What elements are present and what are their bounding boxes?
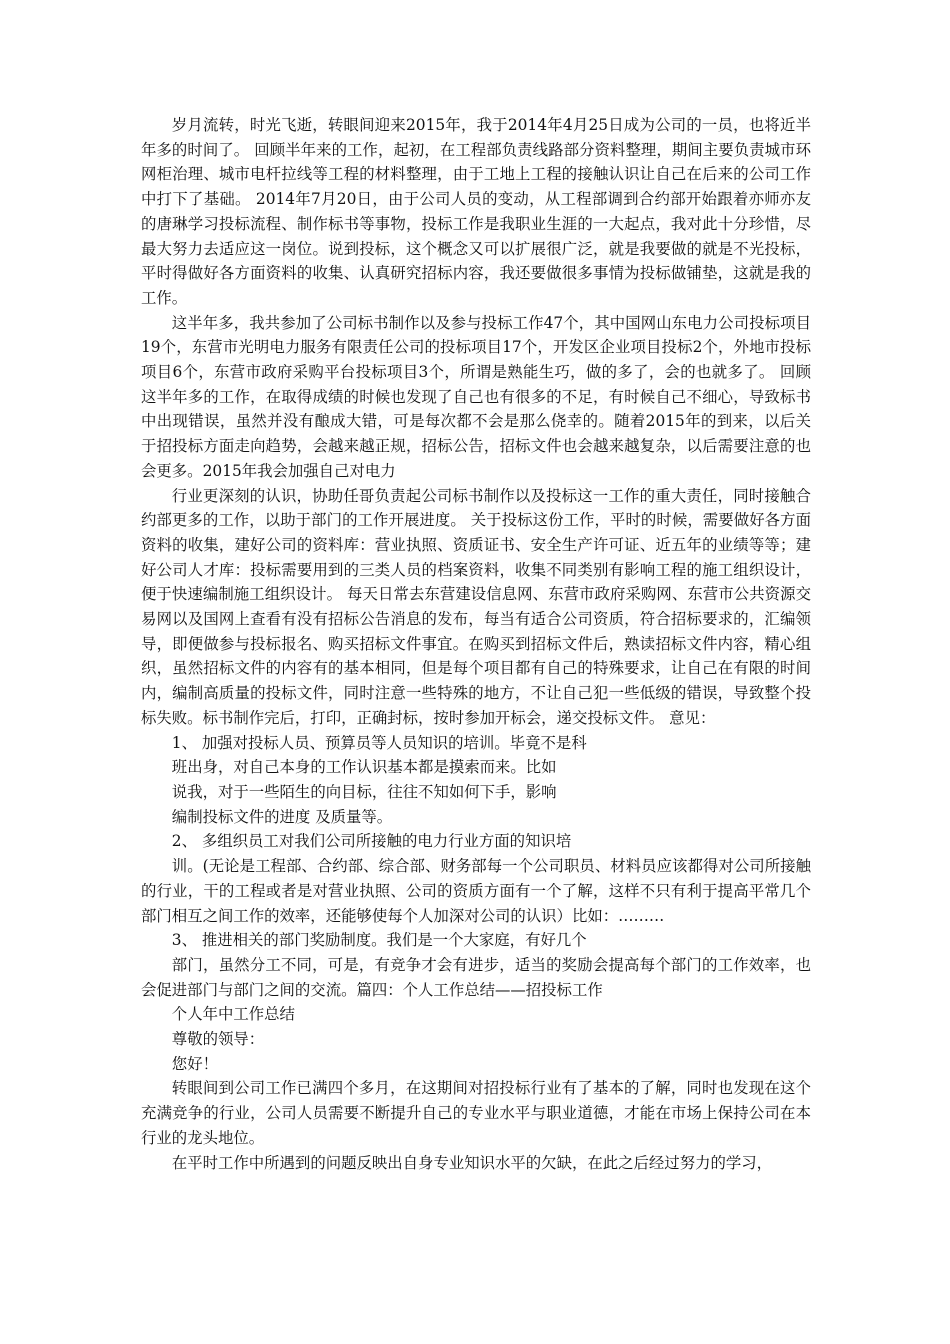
section-title: 个人年中工作总结	[171, 1005, 295, 1024]
paragraph-bids-summary: 这半年多，我共参加了公司标书制作以及参与投标工作47个，其中国网山东电力公司投标项目19个，东营市光明电力服务有限责任公司的投标项目17个，开发区企业项目投标2个，外地市投标项目6个，东营市政府采购平台投标项目3个，所谓是熟能生巧，做的多了，会的也就多了。 回顾这半年多的工作，在取得成绩的时候也发现了自己也有很多的不足，有时候自己不细心，导致标书中出现错误，虽然并没有酿成大错，可是每次都不会是那么侥幸的。随着2015年的到来，以后关于招投标方面走向趋势，会越来越正规，招标公告，招标文件也会越来越复杂，以后需要注意的也会更多。2015年我会加强自己对电力	[141, 313, 811, 480]
paragraph-duties: 行业更深刻的认识，协助任哥负责起公司标书制作以及投标这一工作的重大责任，同时接触合约部更多的工作，以助于部门的工作开展进度。 关于投标这份工作，平时的时候，需要做好各方面资料的收集，建好公司的资料库：营业执照、资质证书、安全生产许可证、近五年的业绩等等；建好公司人才库：投标需要用到的三类人员的档案资料，收集不同类别有影响工程的施工组织设计，便于快速编制施工组织设计。 每天日常去东营建设信息网、东营市政府采购网、东营市公共资源交易网以及国网上查看有没有招标公告消息的发布，每当有适合公司资质，符合招标要求的，汇编领导，即便做参与投标报名、购买招标文件事宜。在购买到招标文件后，熟读招标文件内容，精心组织，虽然招标文件的内容有的基本相同，但是每个项目都有自己的特殊要求，让自己在有限的时间内，编制高质量的投标文件，同时注意一些特殊的地方，不让自己犯一些低级的错误，导致整个投标失败。标书制作完后，打印，正确封标，按时参加开标会，递交投标文件。 意见：	[141, 486, 811, 727]
suggestion-2: 2、 多组织员工对我们公司所接触的电力行业方面的知识培	[171, 832, 572, 851]
suggestion-3: 3、 推进相关的部门奖励制度。我们是一个大家庭，有好几个	[171, 931, 587, 950]
document-body	[141, 113, 811, 1175]
paragraph-problems: 在平时工作中所遇到的问题反映出自身专业知识水平的欠缺，在此之后经过努力的学习，	[171, 1153, 773, 1172]
suggestion-1-line-4: 编制投标文件的进度 及质量等。	[171, 807, 393, 826]
paragraph-four-months: 转眼间到公司工作已满四个多月，在这期间对招投标行业有了基本的了解，同时也发现在这个充满竞争的行业，公司人员需要不断提升自己的专业水平与职业道德，才能在市场上保持公司在本行业的龙头地位。	[141, 1079, 811, 1147]
paragraph-intro: 岁月流转，时光飞逝，转眼间迎来2015年，我于2014年4月25日成为公司的一员，也将近半年多的时间了。 回顾半年来的工作，起初，在工程部负责线路部分资料整理，期间主要负责城市环网柜治理、城市电杆拉线等工程的材料整理，由于工地上工程的接触认识让自己在后来的公司工作中打下了基础。 2014年7月20日，由于公司人员的变动，从工程部调到合约部开始跟着亦师亦友的唐琳学习投标流程、制作标书等事物，投标工作是我职业生涯的一大起点，我对此十分珍惜，尽最大努力去适应这一岗位。说到投标，这个概念又可以扩展很广泛，就是我要做的就是不光投标，平时得做好各方面资料的收集、认真研究招标内容，我还要做很多事情为投标做铺垫，这就是我的工作。	[141, 116, 811, 307]
salutation: 尊敬的领导：	[171, 1030, 265, 1049]
paragraph-training: 训。(无论是工程部、合约部、综合部、财务部每一个公司职员、材料员应该都得对公司所接触的行业，干的工程或者是对营业执照、公司的资质方面有一个了解，这样不只有利于提高平常几个部门相互之间工作的效率，还能够使每个人加深对公司的认识）比如：………	[141, 857, 811, 925]
suggestion-1: 1、 加强对投标人员、预算员等人员知识的培训。毕竟不是科	[171, 733, 587, 752]
paragraph-departments: 部门，虽然分工不同，可是，有竞争才会有进步，适当的奖励会提高每个部门的工作效率，也会促进部门与部门之间的交流。篇四：个人工作总结——招投标工作	[141, 955, 811, 999]
suggestion-1-line-3: 说我，对于一些陌生的向目标，往往不知如何下手，影响	[171, 782, 557, 801]
suggestion-1-line-2: 班出身，对自己本身的工作认识基本都是摸索而来。比如	[171, 758, 557, 777]
greeting: 您好！	[171, 1054, 218, 1073]
